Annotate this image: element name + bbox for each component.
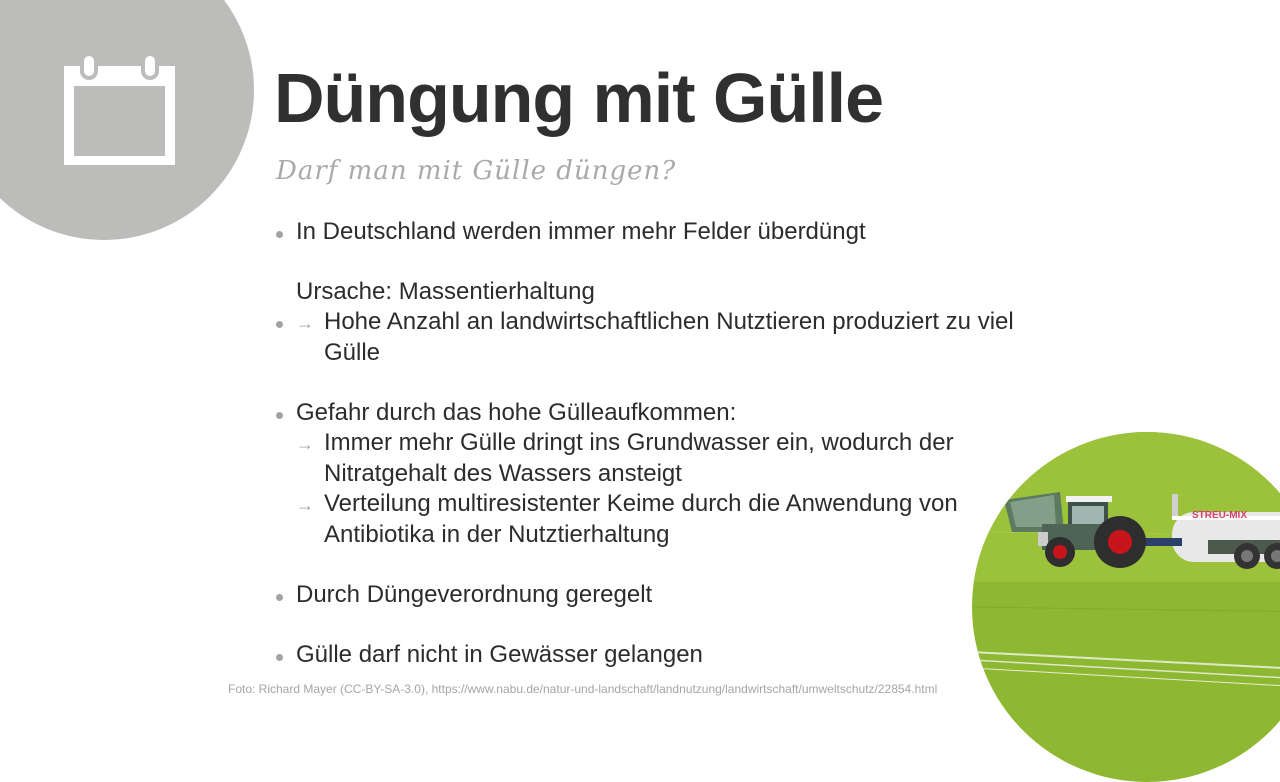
bullet-text: In Deutschland werden immer mehr Felder überdüngt	[296, 218, 866, 245]
sub-bullet	[296, 428, 1016, 489]
calendar-icon	[64, 54, 176, 166]
sub-bullet	[296, 489, 1016, 550]
bullet-spacer	[276, 550, 1016, 580]
bullet-item	[276, 580, 1016, 610]
sub-bullet-text: Verteilung multiresistenter Keime durch die Anwendung von Antibiotika in der Nutztierhaltung	[324, 490, 958, 548]
slide-title: Düngung mit Gülle	[274, 59, 884, 137]
sub-bullet-text: Hohe Anzahl an landwirtschaftlichen Nutztieren produziert zu viel Gülle	[324, 308, 1014, 366]
bullet-item	[276, 277, 1016, 307]
photo-credit-caption: Foto: Richard Mayer (CC-BY-SA-3.0), https://www.nabu.de/natur-und-landschaft/landnutzung/landwirtschaft/umweltschutz/22854.html	[228, 682, 938, 696]
bullet-spacer	[276, 247, 1016, 277]
field-illustration	[972, 432, 1280, 782]
tractor-photo	[972, 432, 1280, 782]
bullet-text: Gülle darf nicht in Gewässer gelangen	[296, 641, 703, 668]
slide-subtitle: Darf man mit Gülle düngen?	[276, 156, 677, 186]
sub-bullet	[296, 307, 1016, 368]
bullet-dot	[276, 412, 283, 419]
bullet-text: Ursache: Massentierhaltung	[296, 278, 595, 305]
bullet-text: Durch Düngeverordnung geregelt	[296, 581, 653, 608]
arrow-right-icon: →	[296, 495, 314, 515]
bullet-item	[276, 398, 1016, 550]
arrow-right-icon: →	[296, 434, 314, 454]
bullet-item	[276, 307, 1016, 368]
bullet-dot	[276, 654, 283, 661]
sub-bullet-text: Immer mehr Gülle dringt ins Grundwasser ein, wodurch der Nitratgehalt des Wassers ansteigt	[324, 429, 954, 487]
bullet-dot	[276, 231, 283, 238]
bullet-dot	[276, 594, 283, 601]
bullet-spacer	[276, 610, 1016, 640]
arrow-right-icon: →	[296, 313, 314, 333]
tank-label: STREU-MIX	[1192, 510, 1247, 521]
bullet-item	[276, 217, 1016, 247]
bullet-spacer	[276, 368, 1016, 398]
bullet-item	[276, 640, 1016, 670]
bullet-text: Gefahr durch das hohe Gülleaufkommen:	[296, 399, 737, 426]
bullet-dot	[276, 321, 283, 328]
bullet-list	[276, 217, 1016, 670]
